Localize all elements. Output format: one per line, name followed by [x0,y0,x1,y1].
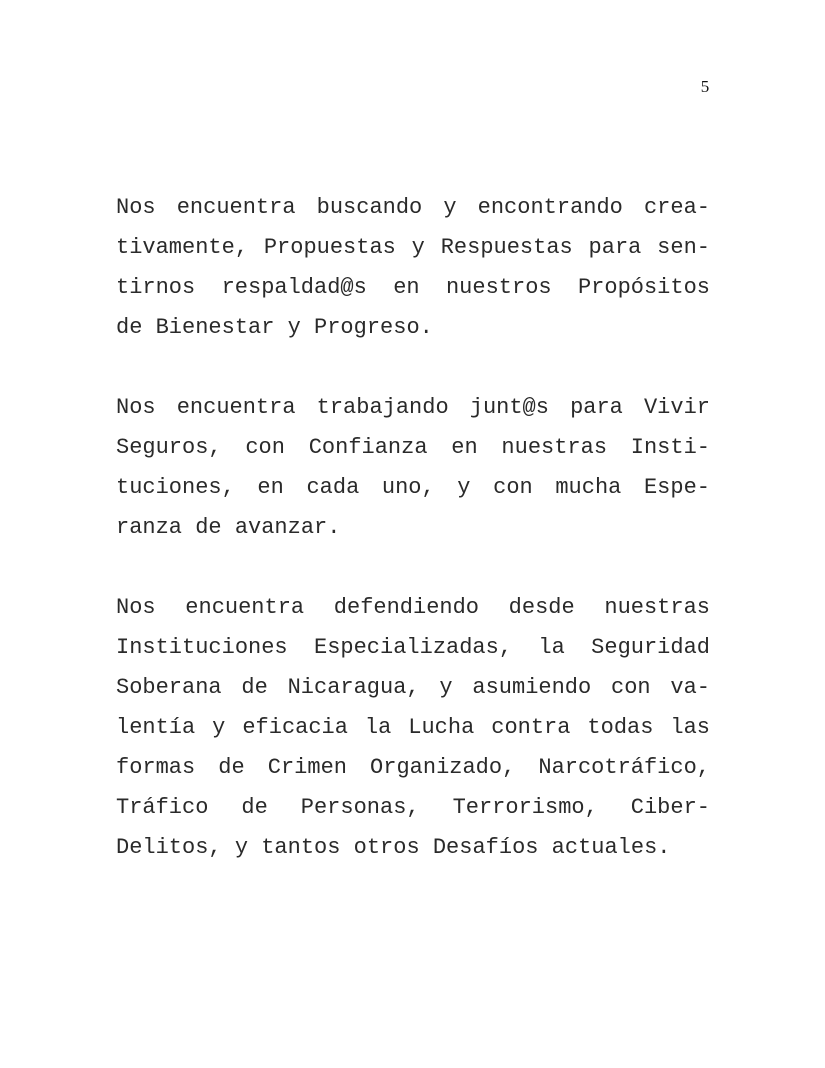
paragraph-line: lentía y eficacia la Lucha contra todas las [116,715,710,740]
paragraph-line: tuciones, en cada uno, y con mucha Espe- [116,475,710,500]
paragraph-line: ranza de avanzar. [116,515,341,540]
paragraph-line: Soberana de Nicaragua, y asumiendo con va- [116,675,710,700]
paragraph-line: Nos encuentra buscando y encontrando crea- [116,195,710,220]
paragraph-line: Seguros, con Confianza en nuestras Insti- [116,435,710,460]
paragraph-2 [116,388,710,548]
paragraph-line: Delitos, y tantos otros Desafíos actuales. [116,835,671,860]
paragraph-line: Nos encuentra defendiendo desde nuestras [116,595,710,620]
page-number: 5 [700,77,710,96]
paragraph-line: Tráfico de Personas, Terrorismo, Ciber- [116,795,710,820]
paragraph-3 [116,588,710,868]
paragraph-line: Instituciones Especializadas, la Seguridad [116,635,710,660]
paragraph-line: formas de Crimen Organizado, Narcotráfico, [116,755,710,780]
paragraph-line: tirnos respaldad@s en nuestros Propósitos [116,275,710,300]
paragraph-line: de Bienestar y Progreso. [116,315,433,340]
paragraph-line: tivamente, Propuestas y Respuestas para sen- [116,235,710,260]
paragraph-line: Nos encuentra trabajando junt@s para Vivir [116,395,710,420]
paragraph-1 [116,188,710,348]
